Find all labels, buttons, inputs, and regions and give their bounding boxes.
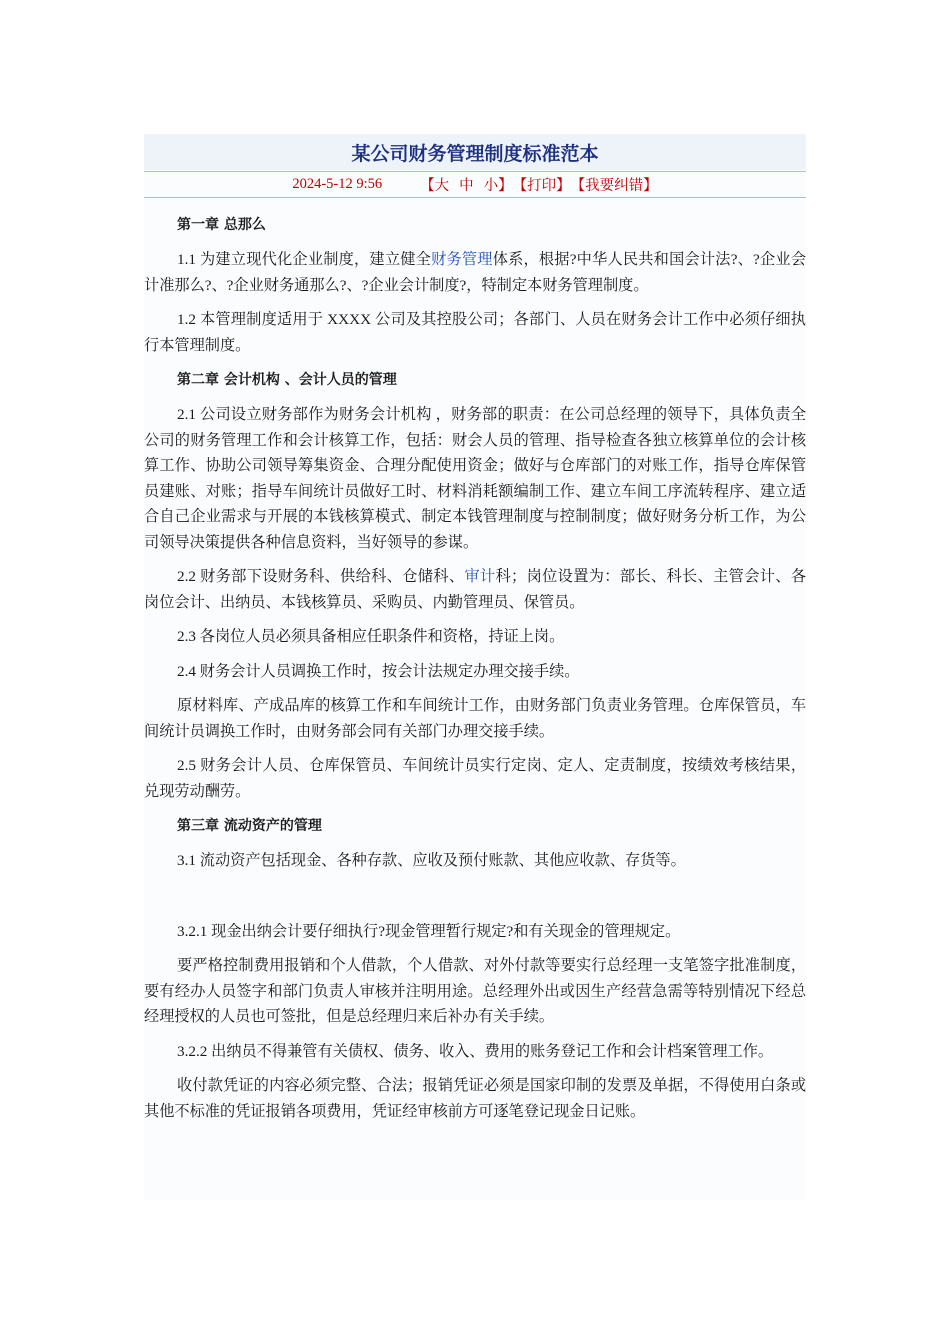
paragraph-3-2-2: 3.2.2 出纳员不得兼管有关债权、债务、收入、费用的账务登记工作和会计档案管理工作。 xyxy=(177,1042,774,1060)
paragraph-3-2-2-detail: 收付款凭证的内容必须完整、合法；报销凭证必须是国家印制的发票及单据，不得使用白条或其他不标准的凭证报销各项费用，凭证经审核前方可逐笔登记现金日记账。 xyxy=(144,1077,806,1120)
title-bar xyxy=(144,134,806,170)
paragraph-1-1 xyxy=(144,247,806,298)
audit-link[interactable]: 审计 xyxy=(464,568,496,585)
publish-date: 2024-5-12 9:56 xyxy=(292,176,383,192)
paragraph-2-4-detail: 原材料库、产成品库的核算工作和车间统计工作，由财务部门负责业务管理。仓库保管员，车间统计员调换工作时，由财务部会同有关部门办理交接手续。 xyxy=(144,697,806,740)
paragraph-3-2-1: 3.2.1 现金出纳会计要仔细执行?现金管理暂行规定?和有关现金的管理规定。 xyxy=(177,922,681,940)
paragraph-1-2: 1.2 本管理制度适用于 XXXX 公司及其控股公司；各部门、人员在财务会计工作中必须仔细执行本管理制度。 xyxy=(144,311,806,354)
paragraph-1-1-text-b: 体系，根据?中华人民共和国会计法?、?企业会计准那么?、?企业财务通那么?、?企业会计制度?，特制定本财务管理制度。 xyxy=(144,251,807,294)
font-size-large-link[interactable]: 大 xyxy=(434,178,450,194)
paragraph-2-5: 2.5 财务会计人员、仓库保管员、车间统计员实行定岗、定人、定责制度，按绩效考核结果，兑现劳动酬劳。 xyxy=(144,757,806,800)
paragraph-2-4: 2.4 财务会计人员调换工作时，按会计法规定办理交接手续。 xyxy=(177,662,580,680)
report-error-link[interactable]: 【我要纠错】 xyxy=(570,178,658,194)
paragraph-2-2-text-a: 2.2 财务部下设财务科、供给科、仓储科、 xyxy=(177,568,465,585)
paragraph-2-3: 2.3 各岗位人员必须具备相应任职条件和资格，持证上岗。 xyxy=(177,628,565,645)
paragraph-3-2-1-detail: 要严格控制费用报销和个人借款，个人借款、对外付款等要实行总经理一支笔签字批准制度，要有经办人员签字和部门负责人审核并注明用途。总经理外出或因生产经营急需等特别情况下经总经理授权的人员也可签批，但是总经理归来后补办有关手续。 xyxy=(144,957,806,1025)
chapter-heading-3: 第三章 流动资产的管理 xyxy=(177,818,322,834)
article-title: 某公司财务管理制度标准范本 xyxy=(351,142,599,165)
article-body xyxy=(144,198,806,1124)
paragraph-3-1: 3.1 流动资产包括现金、各种存款、应收及预付账款、其他应收款、存货等。 xyxy=(177,852,686,869)
paragraph-1-1-text-a: 1.1 为建立现代化企业制度，建立健全 xyxy=(177,251,432,268)
bracket-close: 】 xyxy=(498,178,513,194)
paragraph-2-1: 2.1 公司设立财务部作为财务会计机构 ，财务部的职责：在公司总经理的领导下，具体负责全公司的财务管理工作和会计核算工作，包括：财会人员的管理、指导检查各独立核算单位的会计核算工作、协助公司领导筹集资金、合理分配使用资金；做好与仓库部门的对账工作，指导仓库保管员建账、对账；指导车间统计员做好工时、材料消耗额编制工作、建立车间工序流转程序、建立适合自己企业需求与开展的本钱核算模式、制定本钱管理制度与控制制度；做好财务分析工作，为公司领导决策提供各种信息资料，当好领导的参谋。 xyxy=(144,406,806,551)
chapter-heading-1: 第一章 总那么 xyxy=(177,217,266,233)
paragraph-2-2-text-b: 科；岗位设置为：部长、科长、主管会计、各岗位会计、出纳员、本钱核算员、采购员、内勤管理员、保管员。 xyxy=(144,568,807,611)
paragraph-2-2 xyxy=(144,564,806,615)
font-size-small-link[interactable]: 小 xyxy=(483,178,499,194)
finance-management-link[interactable]: 财务管理 xyxy=(431,251,493,268)
print-link[interactable]: 【打印】 xyxy=(512,178,571,194)
bracket-open: 【 xyxy=(420,178,435,194)
chapter-heading-2: 第二章 会计机构 、会计人员的管理 xyxy=(177,372,397,388)
article-page xyxy=(144,134,806,1200)
font-size-medium-link[interactable]: 中 xyxy=(459,178,474,194)
meta-bar xyxy=(144,171,806,198)
font-size-controls xyxy=(420,174,513,195)
